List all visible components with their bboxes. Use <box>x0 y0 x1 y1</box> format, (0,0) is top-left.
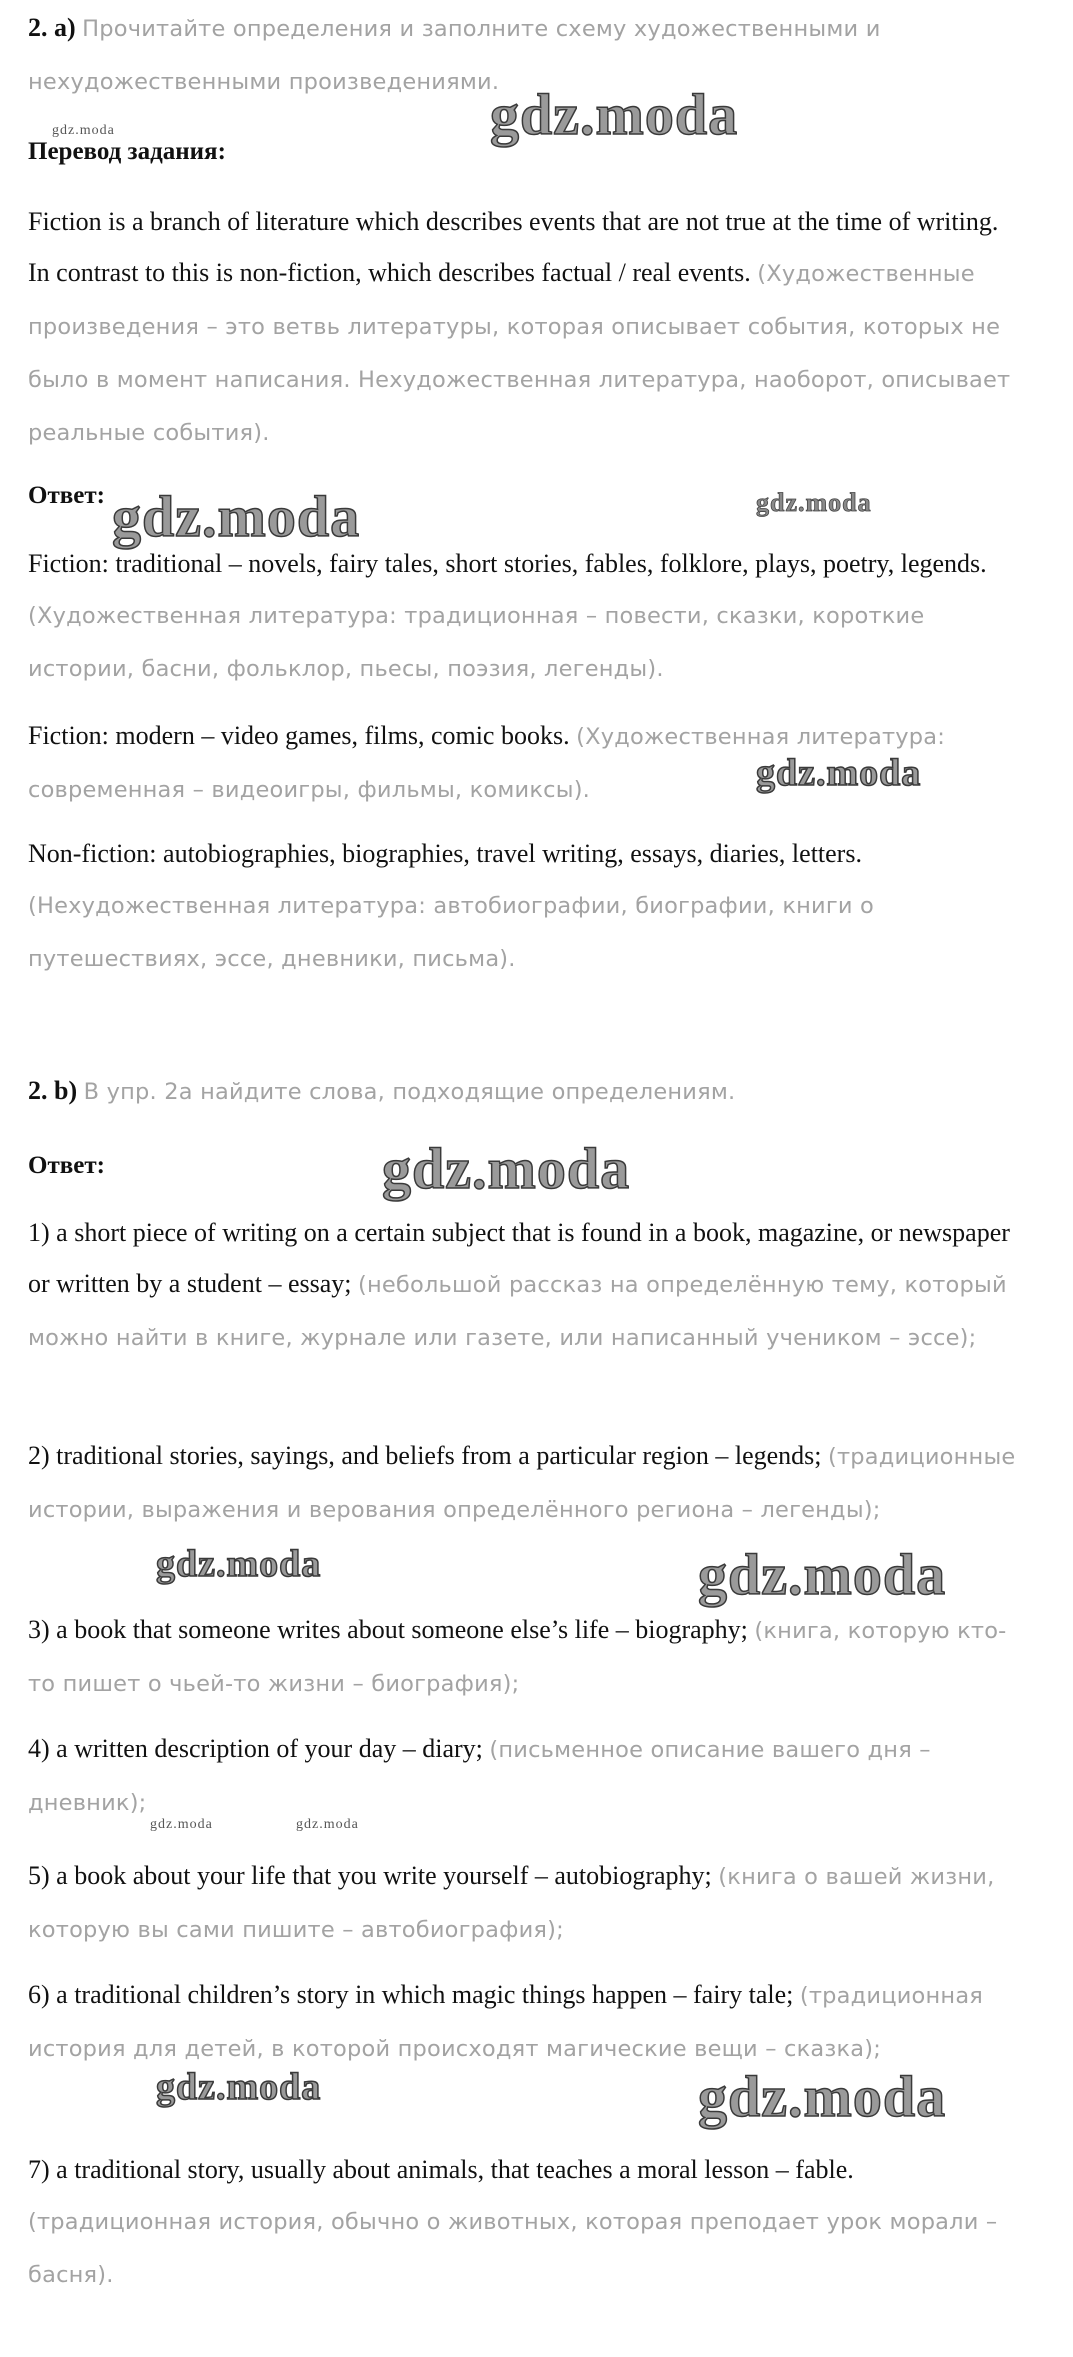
task-b-instruction: В упр. 2а найдите слова, подходящие определениям. <box>83 1079 736 1105</box>
task-a-instruction: Прочитайте определения и заполните схему художественными и нехудожественными произведениями. <box>28 16 881 95</box>
watermark: gdz.moda <box>698 2064 947 2129</box>
answer-b-en: 6) a traditional children’s story in which magic things happen – fairy tale; <box>28 1980 794 2009</box>
definition-ru: (Художественные произведения – это ветвь литературы, которая описывает события, которых не было в момент написания. Нехудожественная литература, наоборот, описывает реальные события). <box>28 261 1011 446</box>
watermark: gdz.moda <box>296 1817 359 1832</box>
answer-b-ru: (письменное описание вашего дня – дневник); <box>28 1737 931 1816</box>
answer-b-ru: (книга о вашей жизни, которую вы сами пишите – автобиография); <box>28 1864 995 1943</box>
watermark: gdz.moda <box>112 484 361 549</box>
watermark: gdz.moda <box>382 1136 631 1201</box>
watermark: gdz.moda <box>52 123 115 138</box>
watermark: gdz.moda <box>698 1542 947 1607</box>
answer-b-item-5 <box>28 1850 1018 1956</box>
answer-label-a: Ответ: <box>28 482 105 509</box>
task-a-number: 2. a) <box>28 13 76 42</box>
answer-b-en: 5) a book about your life that you write yourself – autobiography; <box>28 1861 712 1890</box>
answer-b-item-6 <box>28 1969 1018 2075</box>
task-b-number: 2. b) <box>28 1076 78 1105</box>
task-b-header <box>28 1065 1018 1118</box>
answer-a-ru: (Художественная литература: современная – видеоигры, фильмы, комиксы). <box>28 724 946 803</box>
answer-a-fiction-traditional <box>28 538 1018 695</box>
answer-b-ru: (традиционная история, обычно о животных, которая преподает урок морали – басня). <box>28 2209 998 2288</box>
answer-a-ru: (Художественная литература: традиционная – повести, сказки, короткие истории, басни, фольклор, пьесы, поэзия, легенды). <box>28 603 925 682</box>
answer-b-ru: (традиционные истории, выражения и верования определённого региона – легенды); <box>28 1444 1016 1523</box>
watermark: gdz.moda <box>156 1543 322 1585</box>
answer-a-en: Non-fiction: autobiographies, biographies, travel writing, essays, diaries, letters. <box>28 839 862 868</box>
answer-b-item-3 <box>28 1604 1018 1710</box>
definition-paragraph <box>28 196 1018 459</box>
answer-b-en: 3) a book that someone writes about someone else’s life – biography; <box>28 1615 748 1644</box>
answer-a-ru: (Нехудожественная литература: автобиографии, биографии, книги о путешествиях, эссе, дневники, письма). <box>28 893 875 972</box>
answer-label-b: Ответ: <box>28 1152 105 1179</box>
watermark: gdz.moda <box>756 488 872 517</box>
answer-b-ru: (небольшой рассказ на определённую тему, который можно найти в книге, журнале или газете, или написанный учеником – эссе); <box>28 1272 1007 1351</box>
answer-a-en: Fiction: modern – video games, films, comic books. <box>28 721 570 750</box>
answer-b-ru: (книга, которую кто-то пишет о чьей-то жизни – биография); <box>28 1618 1007 1697</box>
answer-b-en: 1) a short piece of writing on a certain subject that is found in a book, magazine, or newspaper or written by a student – essay; <box>28 1218 1010 1298</box>
answer-a-non-fiction <box>28 828 1018 985</box>
watermark: gdz.moda <box>150 1817 213 1832</box>
answer-b-item-7 <box>28 2144 1018 2301</box>
answer-b-en: 4) a written description of your day – diary; <box>28 1734 483 1763</box>
definition-en: Fiction is a branch of literature which describes events that are not true at the time of writing. In contrast to this is non-fiction, which describes factual / real events. <box>28 207 999 287</box>
watermark: gdz.moda <box>756 752 922 794</box>
answer-b-item-1 <box>28 1207 1018 1364</box>
translation-label: Перевод задания: <box>28 138 226 165</box>
answer-b-item-2 <box>28 1430 1018 1536</box>
watermark: gdz.moda <box>156 2066 322 2108</box>
answer-b-ru: (традиционная история для детей, в которой происходят магические вещи – сказка); <box>28 1983 984 2062</box>
answer-a-en: Fiction: traditional – novels, fairy tales, short stories, fables, folklore, plays, poetry, legends. <box>28 549 987 578</box>
answer-b-en: 7) a traditional story, usually about animals, that teaches a moral lesson – fable. <box>28 2155 854 2184</box>
answer-b-en: 2) traditional stories, sayings, and beliefs from a particular region – legends; <box>28 1441 822 1470</box>
watermark: gdz.moda <box>490 82 739 147</box>
answer-b-item-4 <box>28 1723 1018 1829</box>
